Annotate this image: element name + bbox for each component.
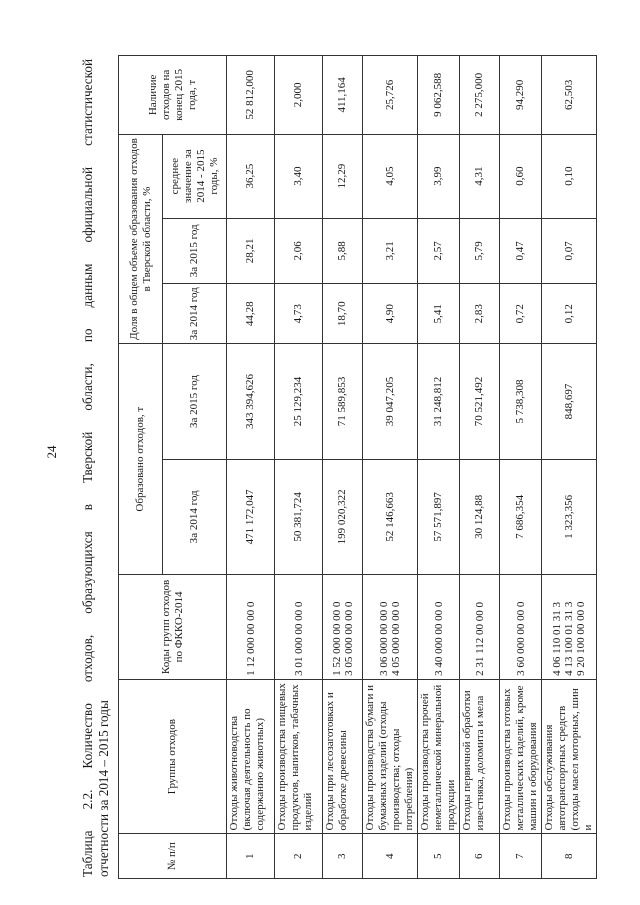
formed-2014: 50 381,724 xyxy=(275,459,323,574)
formed-2015: 31 248,812 xyxy=(418,344,460,459)
header-num: № п/п xyxy=(119,834,227,879)
header-group: Группы отходов xyxy=(119,679,227,834)
row-number: 5 xyxy=(418,834,460,879)
waste-group: Отходы при лесозаготовках и обработке древесины xyxy=(323,679,363,834)
waste-code: 1 52 000 00 00 0 3 05 000 00 00 0 xyxy=(323,575,363,680)
table-row xyxy=(542,56,597,879)
share-2014: 44,28 xyxy=(227,284,275,344)
waste-group: Отходы производства готовых металлических изделий, кроме машин и оборудования xyxy=(500,679,542,834)
waste-group: Отходы производства бумаги и бумажных изделий (отходы производства; отходы потребления) xyxy=(363,679,418,834)
stock-end-2015: 2,000 xyxy=(275,56,323,135)
formed-2015: 25 129,234 xyxy=(275,344,323,459)
formed-2014: 30 124,88 xyxy=(460,459,500,574)
waste-code: 3 40 000 00 00 0 xyxy=(418,575,460,680)
share-average: 36,25 xyxy=(227,134,275,218)
waste-code: 3 60 000 00 00 0 xyxy=(500,575,542,680)
header-formed: Образовано отходов, т xyxy=(119,344,163,575)
formed-2014: 1 323,356 xyxy=(542,459,597,574)
row-number: 2 xyxy=(275,834,323,879)
table-caption xyxy=(80,55,118,885)
stock-end-2015: 9 062,588 xyxy=(418,56,460,135)
table-row xyxy=(363,56,418,879)
formed-2015: 71 589,853 xyxy=(323,344,363,459)
share-average: 3,40 xyxy=(275,134,323,218)
share-2014: 0,12 xyxy=(542,284,597,344)
table-row xyxy=(227,56,275,879)
waste-group: Отходы первичной обработки известняка, доломита и мела xyxy=(460,679,500,834)
share-average: 0,60 xyxy=(500,134,542,218)
row-number: 8 xyxy=(542,834,597,879)
stock-end-2015: 411,164 xyxy=(323,56,363,135)
row-number: 7 xyxy=(500,834,542,879)
header-share-avg: среднее значение за 2014 - 2015 годы, % xyxy=(163,134,227,218)
formed-2015: 70 521,492 xyxy=(460,344,500,459)
share-average: 4,31 xyxy=(460,134,500,218)
row-number: 4 xyxy=(363,834,418,879)
stock-end-2015: 62,503 xyxy=(542,56,597,135)
share-average: 12,29 xyxy=(323,134,363,218)
table-row xyxy=(275,56,323,879)
formed-2015: 848,697 xyxy=(542,344,597,459)
table-row xyxy=(500,56,542,879)
row-number: 3 xyxy=(323,834,363,879)
share-2014: 4,73 xyxy=(275,284,323,344)
share-2014: 5,41 xyxy=(418,284,460,344)
table-row xyxy=(418,56,460,879)
caption-line-1: Таблица 2.2. Количество отходов, образующихся в Тверской области, по данным официальной статистической xyxy=(80,59,95,877)
share-average: 3,99 xyxy=(418,134,460,218)
waste-table xyxy=(118,55,597,879)
table-row xyxy=(460,56,500,879)
caption-line-2: отчетности за 2014 – 2015 годы xyxy=(96,700,111,877)
rotated-page-content xyxy=(80,55,600,885)
share-2015: 2,57 xyxy=(418,218,460,284)
formed-2014: 199 020,322 xyxy=(323,459,363,574)
waste-group: Отходы обслуживания автотранспортных средств (отходы масел моторных, шин и xyxy=(542,679,597,834)
share-2015: 28,21 xyxy=(227,218,275,284)
stock-end-2015: 94,290 xyxy=(500,56,542,135)
header-codes: Коды групп отходов по ФККО-2014 xyxy=(119,575,227,680)
row-number: 6 xyxy=(460,834,500,879)
header-share: Доля в общем объеме образования отходов в Тверской области, % xyxy=(119,134,163,344)
waste-code: 4 06 110 01 31 3 4 13 100 01 31 3 9 20 100 00 00 0 xyxy=(542,575,597,680)
formed-2014: 52 146,663 xyxy=(363,459,418,574)
header-stock: Наличие отходов на конец 2015 года, т xyxy=(119,56,227,135)
waste-code: 2 31 112 00 00 0 xyxy=(460,575,500,680)
page-number: 24 xyxy=(44,445,59,459)
share-average: 0,10 xyxy=(542,134,597,218)
stock-end-2015: 52 812,000 xyxy=(227,56,275,135)
share-average: 4,05 xyxy=(363,134,418,218)
share-2015: 5,79 xyxy=(460,218,500,284)
formed-2014: 471 172,047 xyxy=(227,459,275,574)
formed-2014: 7 686,354 xyxy=(500,459,542,574)
waste-group: Отходы производства прочей неметаллической минеральной продукции xyxy=(418,679,460,834)
formed-2015: 343 394,626 xyxy=(227,344,275,459)
formed-2014: 57 571,897 xyxy=(418,459,460,574)
share-2015: 3,21 xyxy=(363,218,418,284)
header-formed-2014: За 2014 год xyxy=(163,459,227,574)
waste-code: 1 12 000 00 00 0 xyxy=(227,575,275,680)
share-2015: 2,06 xyxy=(275,218,323,284)
share-2014: 0,72 xyxy=(500,284,542,344)
share-2015: 5,88 xyxy=(323,218,363,284)
row-number: 1 xyxy=(227,834,275,879)
waste-code: 3 01 000 00 00 0 xyxy=(275,575,323,680)
share-2015: 0,07 xyxy=(542,218,597,284)
share-2014: 2,83 xyxy=(460,284,500,344)
waste-code: 3 06 000 00 00 0 4 05 000 00 00 0 xyxy=(363,575,418,680)
stock-end-2015: 25,726 xyxy=(363,56,418,135)
table-row xyxy=(323,56,363,879)
waste-group: Отходы производства пищевых продуктов, напитков, табачных изделий xyxy=(275,679,323,834)
formed-2015: 5 738,308 xyxy=(500,344,542,459)
header-formed-2015: За 2015 год xyxy=(163,344,227,459)
header-share-2014: За 2014 год xyxy=(163,284,227,344)
stock-end-2015: 2 275,000 xyxy=(460,56,500,135)
share-2014: 18,70 xyxy=(323,284,363,344)
share-2014: 4,90 xyxy=(363,284,418,344)
header-share-2015: За 2015 год xyxy=(163,218,227,284)
formed-2015: 39 047,205 xyxy=(363,344,418,459)
waste-group: Отходы животноводства (включая деятельность по содержанию животных) xyxy=(227,679,275,834)
share-2015: 0,47 xyxy=(500,218,542,284)
